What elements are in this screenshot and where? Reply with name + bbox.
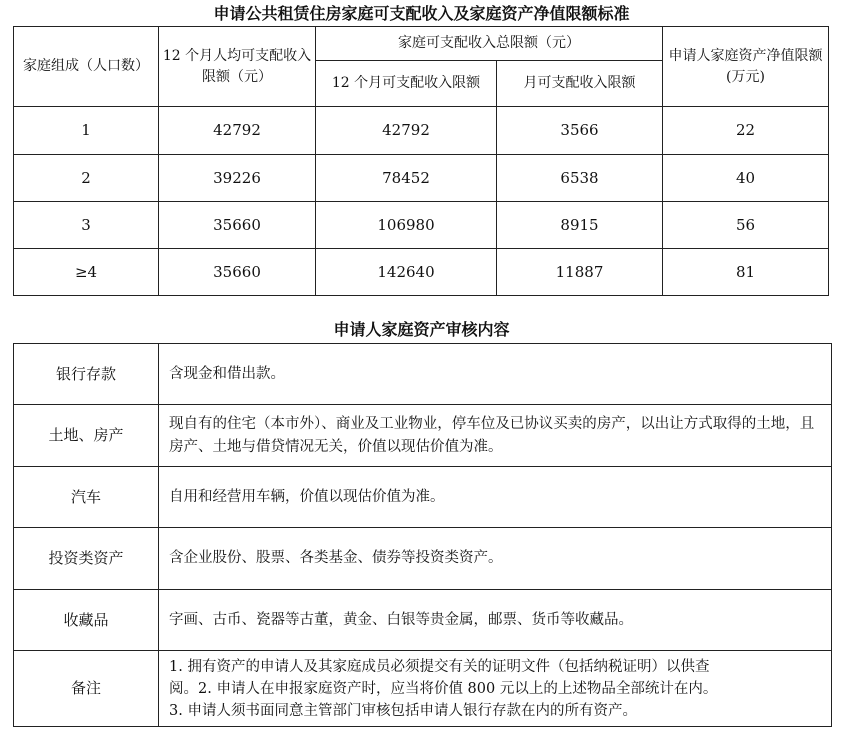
cell-family-size: ≥4 — [14, 249, 159, 296]
table-row — [14, 590, 832, 651]
asset-category: 汽车 — [14, 467, 159, 528]
cell-assets: 81 — [663, 249, 829, 296]
note-line: 阅。2. 申请人在申报家庭资产时，应当将价值 800 元以上的上述物品全部统计在内。 — [169, 680, 718, 697]
cell-assets: 40 — [663, 155, 829, 202]
header-family-size: 家庭组成（人口数） — [14, 27, 159, 107]
cell-twelve-month: 106980 — [316, 202, 497, 249]
cell-assets: 56 — [663, 202, 829, 249]
cell-monthly-avg: 39226 — [159, 155, 316, 202]
cell-monthly: 3566 — [497, 107, 663, 155]
cell-monthly: 11887 — [497, 249, 663, 296]
cell-monthly: 8915 — [497, 202, 663, 249]
cell-twelve-month: 78452 — [316, 155, 497, 202]
table-row — [14, 467, 832, 528]
table-row — [14, 249, 829, 296]
asset-category: 投资类资产 — [14, 528, 159, 590]
table-row — [14, 344, 832, 405]
asset-review-table — [13, 343, 832, 727]
cell-monthly-avg: 35660 — [159, 249, 316, 296]
asset-description: 含现金和借出款。 — [159, 344, 832, 405]
asset-category: 收藏品 — [14, 590, 159, 651]
note-category: 备注 — [14, 651, 159, 727]
cell-family-size: 2 — [14, 155, 159, 202]
cell-twelve-month: 142640 — [316, 249, 497, 296]
header-monthly: 月可支配收入限额 — [497, 61, 663, 107]
header-twelve-month: 12 个月可支配收入限额 — [316, 61, 497, 107]
cell-monthly-avg: 35660 — [159, 202, 316, 249]
table-row — [14, 405, 832, 467]
asset-description: 自用和经营用车辆，价值以现估价值为准。 — [159, 467, 832, 528]
note-content — [159, 651, 832, 727]
asset-description: 字画、古币、瓷器等古董，黄金、白银等贵金属，邮票、货币等收藏品。 — [159, 590, 832, 651]
table-row — [14, 155, 829, 202]
cell-monthly-avg: 42792 — [159, 107, 316, 155]
table-row — [14, 107, 829, 155]
cell-assets: 22 — [663, 107, 829, 155]
table-row — [14, 202, 829, 249]
table-row — [14, 651, 832, 727]
cell-family-size: 1 — [14, 107, 159, 155]
note-line: 1. 拥有资产的申请人及其家庭成员必须提交有关的证明文件（包括纳税证明）以供查 — [169, 658, 710, 675]
cell-twelve-month: 42792 — [316, 107, 497, 155]
header-total-income-limit: 家庭可支配收入总限额（元） — [316, 27, 663, 61]
table-row — [14, 528, 832, 590]
cell-monthly: 6538 — [497, 155, 663, 202]
income-limit-table — [13, 26, 829, 296]
header-monthly-avg: 12 个月人均可支配收入限额（元） — [159, 27, 316, 107]
table2-title: 申请人家庭资产审核内容 — [333, 320, 510, 339]
asset-description: 现自有的住宅（本市外）、商业及工业物业，停车位及已协议买卖的房产，以出让方式取得的土地，且房产、土地与借贷情况无关，价值以现估价值为准。 — [159, 405, 832, 467]
asset-category: 银行存款 — [14, 344, 159, 405]
cell-family-size: 3 — [14, 202, 159, 249]
header-asset-limit: 申请人家庭资产净值限额(万元) — [663, 27, 829, 107]
note-line: 3. 申请人须书面同意主管部门审核包括申请人银行存款在内的所有资产。 — [169, 702, 637, 719]
table1-title: 申请公共租赁住房家庭可支配收入及家庭资产净值限额标准 — [213, 4, 630, 23]
asset-description: 含企业股份、股票、各类基金、债券等投资类资产。 — [159, 528, 832, 590]
asset-category: 土地、房产 — [14, 405, 159, 467]
